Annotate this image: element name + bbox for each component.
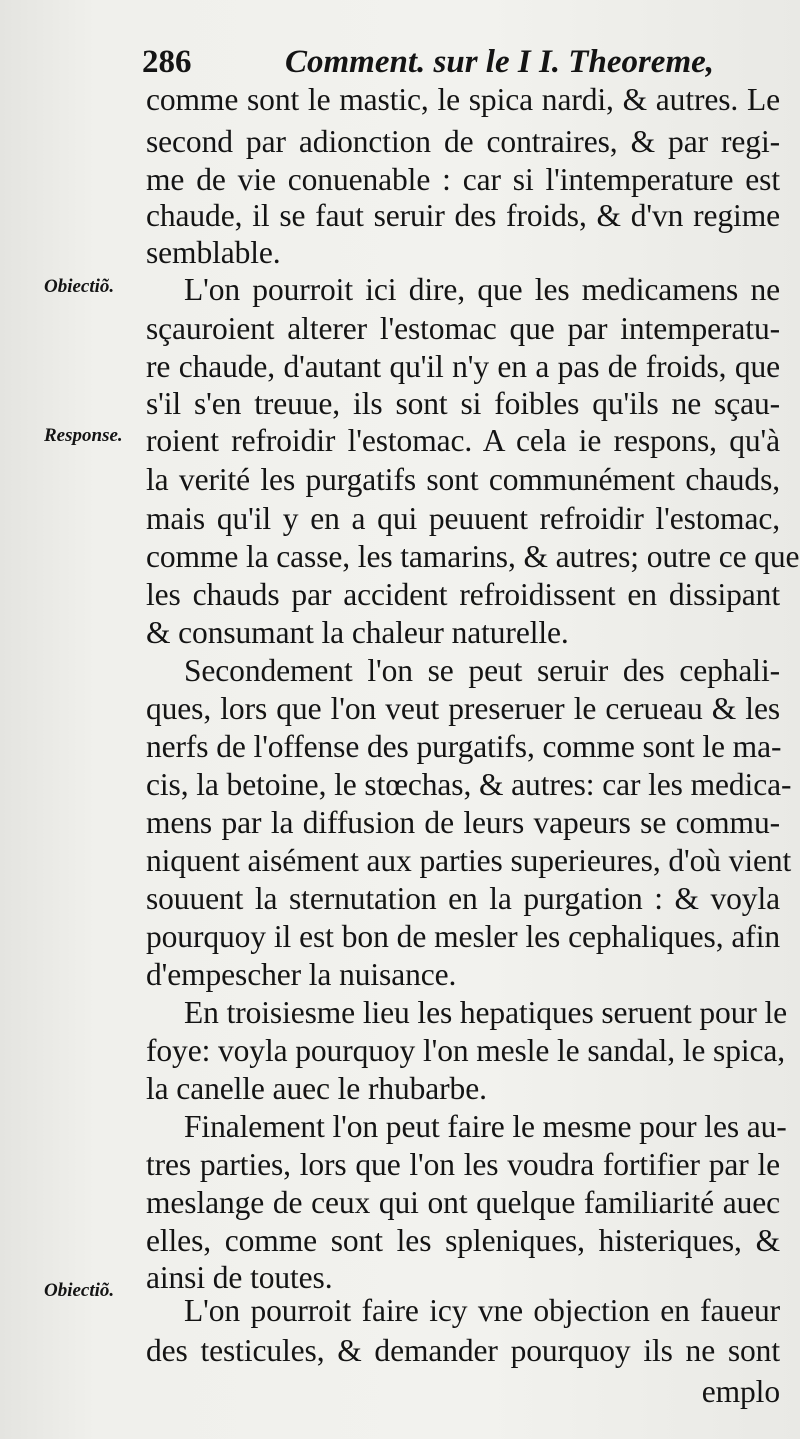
text-line: chaude, il se faut seruir des froids, & d'vn regime bbox=[146, 198, 780, 233]
text-line: L'on pourroit faire icy vne objection en faueur bbox=[184, 1293, 780, 1328]
text-line: semblable. bbox=[146, 235, 281, 270]
text-line: roient refroidir l'estomac. A cela ie respons, qu'à bbox=[146, 423, 780, 458]
text-line: comme sont le mastic, le spica nardi, & autres. Le bbox=[146, 82, 780, 117]
text-line: En troisiesme lieu les hepatiques seruent pour le bbox=[184, 995, 788, 1030]
text-line: re chaude, d'autant qu'il n'y en a pas de froids, que bbox=[146, 349, 780, 384]
margin-note-objection-1: Obiectiõ. bbox=[44, 276, 115, 297]
text-line: cis, la betoine, le stœchas, & autres: car les medica- bbox=[146, 767, 792, 802]
margin-note-objection-2: Obiectiõ. bbox=[44, 1280, 115, 1301]
text-line: Secondement l'on se peut seruir des cephali- bbox=[184, 653, 780, 688]
text-line: ainsi de toutes. bbox=[146, 1260, 333, 1295]
text-line: & consumant la chaleur naturelle. bbox=[146, 615, 569, 650]
text-line: meslange de ceux qui ont quelque familiarité auec bbox=[146, 1185, 780, 1220]
page-number: 286 bbox=[142, 44, 192, 80]
text-line: nerfs de l'offense des purgatifs, comme sont le ma- bbox=[146, 729, 782, 764]
text-line: des testicules, & demander pourquoy ils ne sont bbox=[146, 1333, 780, 1368]
text-line: la canelle auec le rhubarbe. bbox=[146, 1071, 487, 1106]
text-line: s'il s'en treuue, ils sont si foibles qu'ils ne sçau- bbox=[146, 386, 780, 421]
text-line: Finalement l'on peut faire le mesme pour les au- bbox=[184, 1109, 787, 1144]
text-line: elles, comme sont les spleniques, histeriques, & bbox=[146, 1223, 780, 1258]
text-line: foye: voyla pourquoy l'on mesle le sandal, le spica, bbox=[146, 1033, 786, 1068]
text-line: les chauds par accident refroidissent en dissipant bbox=[146, 577, 780, 612]
text-line: d'empescher la nuisance. bbox=[146, 957, 457, 992]
margin-note-response: Response. bbox=[44, 425, 123, 446]
text-line: pourquoy il est bon de mesler les cephaliques, afin bbox=[146, 919, 780, 954]
text-line: sçauroient alterer l'estomac que par intemperatu- bbox=[146, 311, 780, 346]
text-line: tres parties, lors que l'on les voudra fortifier par le bbox=[146, 1147, 780, 1182]
text-line: souuent la sternutation en la purgation : & voyla bbox=[146, 881, 780, 916]
text-line: me de vie conuenable : car si l'intemperature est bbox=[146, 162, 780, 197]
running-title: Comment. sur le I I. Theoreme, bbox=[285, 44, 715, 80]
text-line: comme la casse, les tamarins, & autres; outre ce que bbox=[146, 539, 800, 574]
catchword: emplo bbox=[701, 1374, 780, 1409]
text-line: mens par la diffusion de leurs vapeurs se commu- bbox=[146, 805, 780, 840]
text-line: niquent aisément aux parties superieures, d'où vient bbox=[146, 843, 792, 878]
text-line: la verité les purgatifs sont communément chauds, bbox=[146, 462, 780, 497]
text-line: mais qu'il y en a qui peuuent refroidir l'estomac, bbox=[146, 501, 780, 536]
text-line: ques, lors que l'on veut preseruer le cerueau & les bbox=[146, 691, 780, 726]
text-line: L'on pourroit ici dire, que les medicamens ne bbox=[184, 272, 780, 307]
text-line: second par adionction de contraires, & par regi- bbox=[146, 124, 780, 159]
